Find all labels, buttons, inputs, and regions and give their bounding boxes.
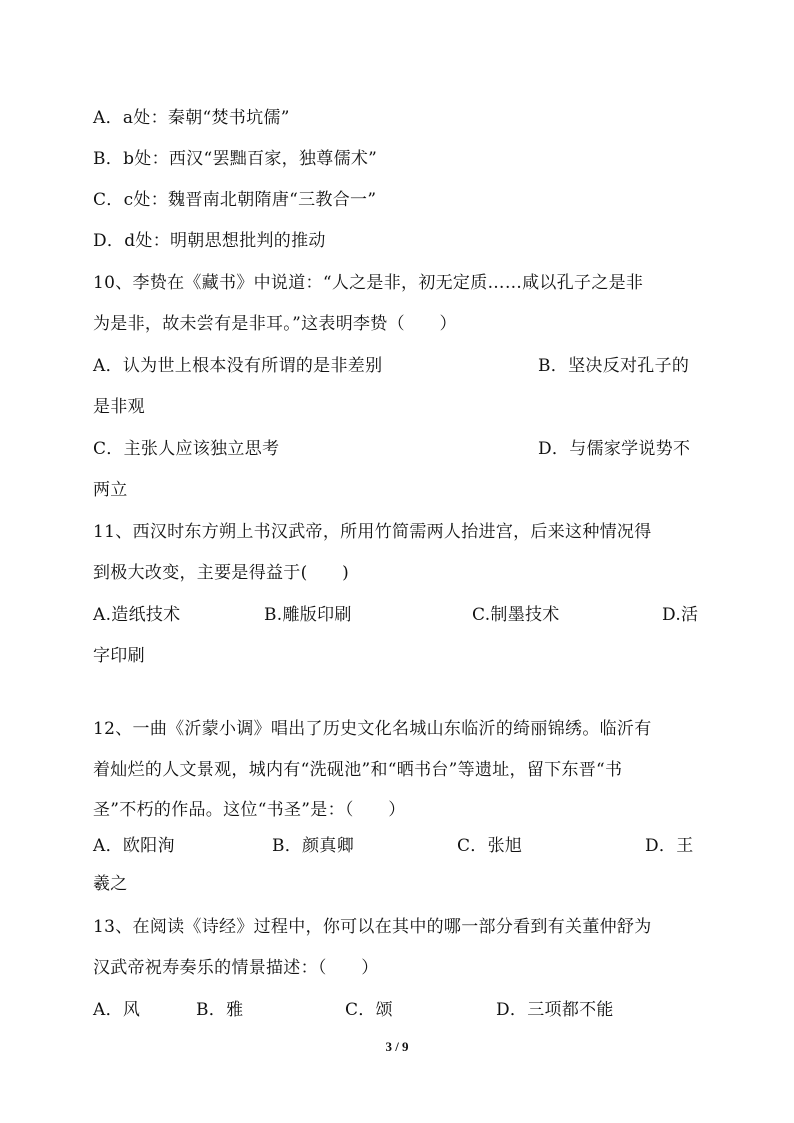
- q12-stem-line-2: 着灿烂的人文景观，城内有“洗砚池”和“晒书台”等遗址，留下东晋“书: [93, 760, 623, 780]
- q10-option-d: D．与儒家学说势不: [538, 439, 691, 459]
- q12-option-a: A．欧阳洵: [93, 836, 175, 856]
- q12-option-d-continued: 羲之: [93, 874, 128, 894]
- q13-stem-line-2: 汉武帝祝寿奏乐的情景描述：（ ）: [93, 958, 379, 978]
- q12-stem-line-1: 12、一曲《沂蒙小调》唱出了历史文化名城山东临沂的绮丽锦绣。临沂有: [93, 719, 652, 739]
- q11-stem-line-1: 11、西汉时东方朔上书汉武帝，所用竹简需两人抬进宫，后来这种情况得: [93, 522, 652, 542]
- q13-option-d: D．三项都不能: [496, 1000, 614, 1020]
- q10-stem-line-2: 为是非，故未尝有是非耳。”这表明李贽（ ）: [93, 314, 457, 334]
- q10-option-b: B．坚决反对孔子的: [538, 356, 690, 376]
- q11-stem-line-2: 到极大改变，主要是得益于( ): [93, 563, 350, 583]
- q12-option-b: B．颜真卿: [272, 836, 354, 856]
- q10-option-d-continued: 两立: [93, 480, 128, 500]
- q10-option-b-continued: 是非观: [93, 397, 145, 417]
- q9-option-d: D．d处：明朝思想批判的推动: [93, 231, 326, 251]
- q12-option-d: D．王: [645, 836, 694, 856]
- q13-stem-line-1: 13、在阅读《诗经》过程中，你可以在其中的哪一部分看到有关董仲舒为: [93, 917, 652, 937]
- q12-stem-line-3: 圣”不朽的作品。这位“书圣”是：（ ）: [93, 800, 406, 820]
- q13-option-c: C．颂: [345, 1000, 393, 1020]
- q11-option-a: A.造纸技术: [93, 605, 181, 625]
- q11-option-b: B.雕版印刷: [264, 605, 352, 625]
- q13-option-b: B．雅: [196, 1000, 244, 1020]
- page-number: 3 / 9: [385, 1039, 409, 1054]
- q11-option-c: C.制墨技术: [472, 605, 560, 625]
- q13-option-a: A．风: [93, 1000, 141, 1020]
- q9-option-b: B．b处：西汉“罢黜百家，独尊儒术”: [93, 149, 378, 169]
- q9-option-c: C．c处：魏晋南北朝隋唐“三教合一”: [93, 190, 377, 210]
- q10-option-c: C．主张人应该独立思考: [93, 439, 280, 459]
- q9-option-a: A．a处：秦朝“焚书坑儒”: [93, 108, 290, 128]
- q11-option-d-continued: 字印刷: [93, 646, 145, 666]
- q11-option-d: D.活: [662, 605, 699, 625]
- q10-stem-line-1: 10、李贽在《藏书》中说道：“人之是非，初无定质……咸以孔子之是非: [93, 273, 644, 293]
- q12-option-c: C．张旭: [457, 836, 523, 856]
- q10-option-a: A．认为世上根本没有所谓的是非差别: [93, 356, 383, 376]
